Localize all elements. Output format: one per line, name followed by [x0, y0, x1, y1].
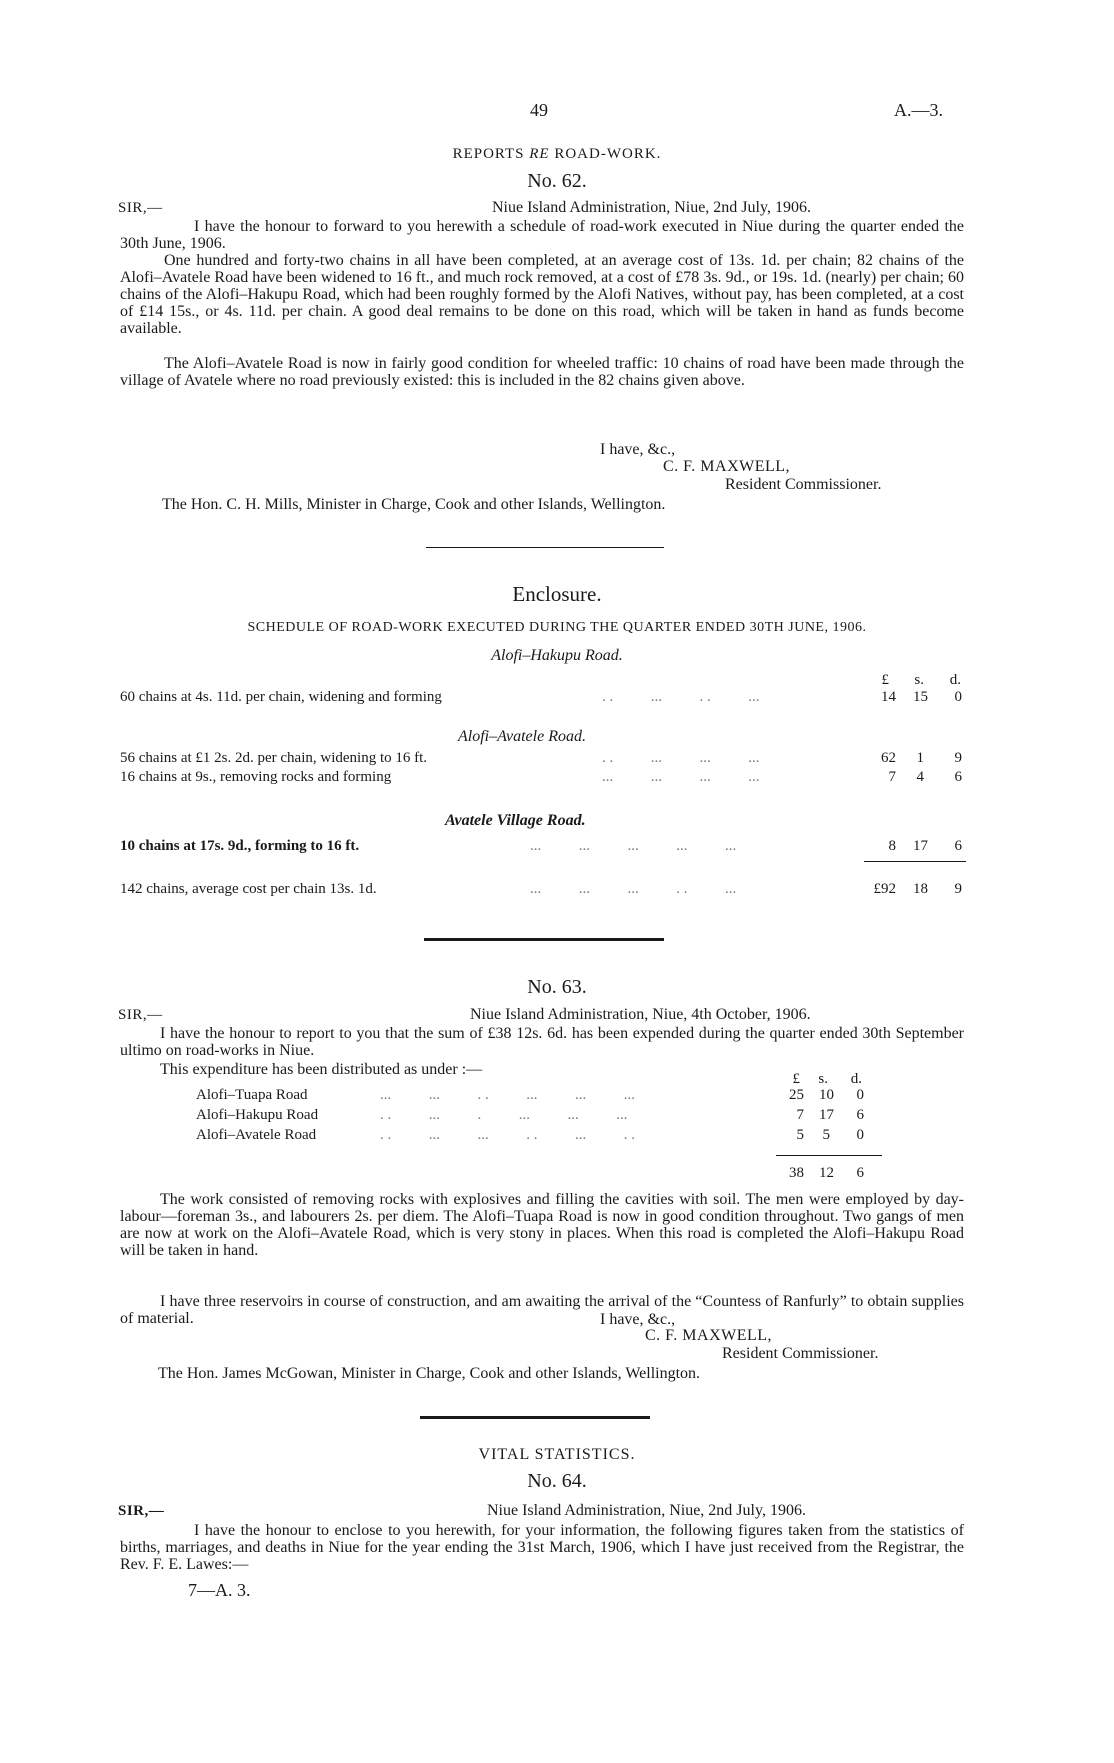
total-row	[0, 1165, 1114, 1183]
group-heading: Alofi–Avatele Road.	[458, 728, 586, 745]
addressee: The Hon. James McGowan, Minister in Charge, Cook and other Islands, Wellington.	[158, 1365, 701, 1382]
signature-title: Resident Commissioner.	[725, 476, 882, 493]
title-part-re: RE	[529, 146, 550, 162]
row-dots: . . ... ... ...	[602, 750, 760, 766]
row-shillings: 17	[913, 838, 928, 854]
salutation: SIR,—	[118, 200, 163, 216]
row-pounds: 62	[881, 750, 896, 766]
pounds-header: £	[792, 1071, 800, 1087]
pounds-header: £	[881, 672, 889, 688]
place-date: Niue Island Administration, Niue, 4th October, 1906.	[470, 1006, 811, 1023]
place-date: Niue Island Administration, Niue, 2nd July, 1906.	[492, 199, 811, 216]
row-dots: . . ... ... . . ... . .	[380, 1127, 635, 1143]
signature: C. F. MAXWELL,	[645, 1327, 773, 1344]
total-row	[0, 881, 1114, 899]
row-pounds: 25	[789, 1087, 804, 1103]
paragraph: I have the honour to forward to you herewith a schedule of road-work executed in Niue during the quarter ended the 30th June, 1906.	[120, 218, 964, 252]
section-title-vital-statistics: VITAL STATISTICS.	[478, 1446, 636, 1463]
row-shillings: 17	[819, 1107, 834, 1123]
total-rule	[864, 861, 966, 862]
letter-number-64: No. 64.	[527, 1470, 587, 1492]
row-pence: 0	[856, 1127, 864, 1143]
row-description: 56 chains at £1 2s. 2d. per chain, widening to 16 ft.	[120, 750, 428, 766]
row-description: 10 chains at 17s. 9d., forming to 16 ft.	[120, 838, 360, 854]
row-dots: ... ... ... . . ...	[530, 881, 737, 897]
row-shillings: 4	[916, 769, 924, 785]
paragraph: The work consisted of removing rocks with explosives and filling the cavities with soil. The men were employed by day-labour—foreman 3s., and labourers 2s. per diem. The Alofi–Tuapa Road is now in good condition throughout. Two gangs of men are now at work on the Alofi–Avatele Road, which is very stony in places. When this road is completed the Alofi–Hakupu Road will be taken in hand.	[120, 1191, 964, 1259]
column-headers	[0, 672, 1114, 690]
shillings-header: s.	[914, 672, 924, 688]
row-pounds: 7	[888, 769, 896, 785]
total-shillings: 18	[913, 881, 928, 897]
total-pence: 9	[954, 881, 962, 897]
row-pounds: 14	[881, 689, 896, 705]
title-part-2: ROAD-WORK.	[549, 146, 662, 162]
group-heading: Alofi–Hakupu Road.	[491, 647, 623, 664]
row-description: Alofi–Tuapa Road	[196, 1087, 308, 1103]
paragraph: I have the honour to enclose to you herewith, for your information, the following figures taken from the statistics of births, marriages, and deaths in Niue for the year ending the 31st March, 1906, which I have just received from the Registrar, the Rev. F. E. Lawes:—	[120, 1522, 964, 1573]
row-description: Alofi–Avatele Road	[196, 1127, 317, 1143]
closing: I have, &c.,	[600, 1311, 676, 1328]
divider	[424, 938, 664, 941]
row-shillings: 15	[913, 689, 928, 705]
title-part-1: REPORTS	[452, 146, 530, 162]
letter-number-62: No. 62.	[527, 170, 587, 192]
row-shillings: 10	[819, 1087, 834, 1103]
place-date: Niue Island Administration, Niue, 2nd July, 1906.	[487, 1502, 806, 1519]
paragraph: I have the honour to report to you that the sum of £38 12s. 6d. has been expended during the quarter ended 30th September ultimo on road-works in Niue.	[120, 1025, 964, 1059]
row-shillings: 1	[916, 750, 924, 766]
salutation: SIR,—	[118, 1503, 165, 1519]
signature-mark: 7—A. 3.	[188, 1580, 251, 1600]
table-row	[0, 769, 1114, 787]
page-number: 49	[530, 100, 548, 120]
table-row	[0, 689, 1114, 707]
paragraph: The Alofi–Avatele Road is now in fairly good condition for wheeled traffic: 10 chains of road have been made through the village of Avatele where no road previously existed: this is included in the 82 chains given above.	[120, 355, 964, 389]
pence-header: d.	[949, 672, 961, 688]
divider	[420, 1416, 650, 1419]
total-description: 142 chains, average cost per chain 13s. 1d.	[120, 881, 377, 897]
closing: I have, &c.,	[600, 441, 676, 458]
shillings-header: s.	[818, 1071, 828, 1087]
total-pence: 6	[856, 1165, 864, 1181]
pence-header: d.	[850, 1071, 862, 1087]
row-dots: ... ... . . ... ... ...	[380, 1087, 635, 1103]
row-description: 16 chains at 9s., removing rocks and forming	[120, 769, 392, 785]
paragraph: One hundred and forty-two chains in all have been completed, at an average cost of 13s. 1d. per chain; 82 chains of the Alofi–Avatele Road have been widened to 16 ft., and much rock removed, at a cost of £78 3s. 9d., or 19s. 1d. (nearly) per chain; 60 chains of the Alofi–Hakupu Road, which had been roughly formed by the Alofi Natives, without pay, has been completed, at a cost of £14 15s., or 4s. 11d. per chain. A good deal remains to be done on this road, which will be taken in hand as funds become available.	[120, 252, 964, 337]
section-title-road-work	[0, 146, 1114, 163]
row-pounds: 5	[796, 1127, 804, 1143]
salutation: SIR,—	[118, 1007, 163, 1023]
table-row	[0, 1087, 1114, 1105]
row-pence: 9	[954, 750, 962, 766]
table-row	[0, 750, 1114, 768]
signature-title: Resident Commissioner.	[722, 1345, 879, 1362]
group-heading: Avatele Village Road.	[445, 812, 586, 829]
row-dots: ... ... ... ... ...	[530, 838, 737, 854]
paragraph: I have three reservoirs in course of construction, and am awaiting the arrival of the “Countess of Ranfurly” to obtain supplies of material.	[120, 1293, 964, 1327]
total-shillings: 12	[819, 1165, 834, 1181]
paragraph: This expenditure has been distributed as under :—	[160, 1061, 483, 1078]
row-pence: 0	[856, 1087, 864, 1103]
row-dots: . . ... . ... ... ...	[380, 1107, 628, 1123]
row-description: Alofi–Hakupu Road	[196, 1107, 319, 1123]
letter-number-63: No. 63.	[527, 976, 587, 998]
signature: C. F. MAXWELL,	[663, 458, 791, 475]
total-pounds: £92	[873, 881, 896, 897]
addressee: The Hon. C. H. Mills, Minister in Charge, Cook and other Islands, Wellington.	[162, 496, 666, 513]
row-dots: ... ... ... ...	[602, 769, 760, 785]
schedule-title: SCHEDULE OF ROAD-WORK EXECUTED DURING THE QUARTER ENDED 30TH JUNE, 1906.	[247, 620, 867, 635]
document-code: A.—3.	[894, 100, 943, 120]
row-pence: 6	[954, 838, 962, 854]
table-row	[0, 1107, 1114, 1125]
table-row	[0, 838, 1114, 856]
row-pounds: 7	[796, 1107, 804, 1123]
enclosure-title: Enclosure.	[512, 582, 602, 606]
row-pounds: 8	[888, 838, 896, 854]
table-row	[0, 1127, 1114, 1145]
row-shillings: 5	[822, 1127, 830, 1143]
row-pence: 6	[954, 769, 962, 785]
row-description: 60 chains at 4s. 11d. per chain, widening and forming	[120, 689, 442, 705]
row-pence: 6	[856, 1107, 864, 1123]
total-rule	[776, 1155, 882, 1156]
total-pounds: 38	[789, 1165, 804, 1181]
row-dots: . . ... . . ...	[602, 689, 760, 705]
row-pence: 0	[954, 689, 962, 705]
divider	[426, 547, 664, 548]
